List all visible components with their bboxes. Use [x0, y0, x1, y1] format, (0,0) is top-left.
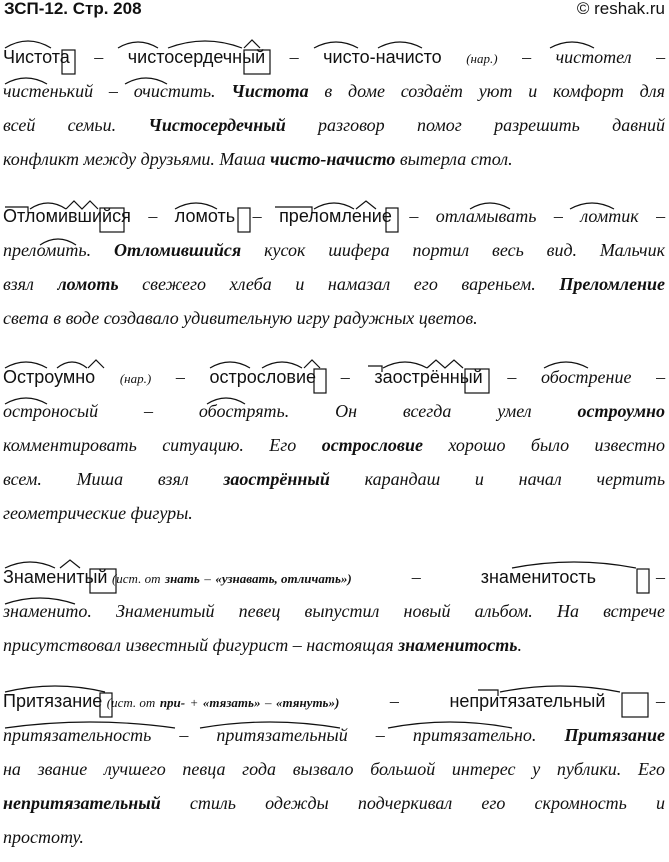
example-text: хорошо было известно — [448, 435, 666, 455]
example-text: Он всегда умел — [335, 401, 532, 421]
text-line — [3, 752, 665, 786]
etymology-note: (ист. от — [106, 695, 156, 710]
etymology-note: – — [264, 695, 272, 710]
dash: – — [553, 206, 563, 226]
dash: – — [411, 567, 421, 587]
copyright-label: © reshak.ru — [576, 0, 665, 18]
related-word: острословие — [209, 367, 317, 387]
root-word: Остроумно — [3, 367, 96, 387]
etymology-note: (ист. от — [111, 571, 161, 586]
root-word: Знаменитый — [3, 567, 108, 587]
dash: – — [655, 691, 665, 711]
note: (нар.) — [466, 51, 498, 66]
example-text: в доме создаёт уют и комфорт для — [324, 81, 666, 101]
dash: – — [340, 367, 350, 387]
dash: – — [148, 206, 158, 226]
example-keyword: острословие — [321, 435, 423, 455]
related-word: знаменито. — [3, 601, 92, 621]
word-chain-line — [3, 684, 665, 718]
text-line — [3, 496, 665, 530]
dash: – — [656, 367, 666, 387]
text-line — [3, 142, 665, 176]
word-chain-line — [3, 199, 665, 233]
text-line — [3, 394, 665, 428]
dash: – — [656, 206, 666, 226]
related-word: остроносый — [3, 401, 99, 421]
paragraph-lomat — [3, 199, 665, 335]
example-keyword: чисто-начисто — [270, 149, 396, 169]
paragraph-ostroumno — [3, 360, 665, 530]
etymology-keyword: «узнавать, отличать») — [215, 571, 352, 586]
related-word: преломление — [279, 206, 392, 226]
example-text: свежего хлеба и намазал его вареньем. — [142, 274, 536, 294]
dash: – — [108, 81, 118, 101]
example-text: Знаменитый певец выпустил новый альбом. На встрече — [116, 601, 665, 621]
word-chain-line — [3, 40, 665, 74]
related-word: ломоть — [174, 206, 236, 226]
related-word: чистенький — [3, 81, 94, 101]
root-word: Чистота — [3, 47, 70, 67]
text-line — [3, 428, 665, 462]
related-word: обострять. — [198, 401, 290, 421]
text-line — [3, 820, 665, 854]
example-text: всей семьи. — [3, 115, 117, 135]
related-word: непритязательный — [449, 691, 606, 711]
example-text: на звание лучшего певца года вызвало большой интерес у публики. Его — [3, 759, 665, 779]
dash: – — [94, 47, 104, 67]
example-text: света в воде создавало удивительную игру радужных цветов. — [3, 308, 478, 328]
example-text: комментировать ситуацию. Его — [3, 435, 297, 455]
example-text: разговор помог разрешить давний — [318, 115, 666, 135]
dash: – — [179, 725, 189, 745]
related-word: притязательный — [216, 725, 348, 745]
text-line — [3, 233, 665, 267]
example-keyword: Преломление — [559, 274, 666, 294]
example-text: геометрические фигуры. — [3, 503, 193, 523]
example-text: простоту. — [3, 827, 84, 847]
related-word: чисто-начисто — [323, 47, 442, 67]
example-keyword: заострённый — [223, 469, 330, 489]
related-word: преломить. — [3, 240, 92, 260]
related-word: чистосердечный — [127, 47, 266, 67]
text-line — [3, 718, 665, 752]
example-text: . — [517, 635, 522, 655]
example-keyword: Притязание — [564, 725, 666, 745]
text-line — [3, 108, 665, 142]
related-word: знаменитость — [480, 567, 596, 587]
note: (нар.) — [119, 371, 152, 386]
dash: – — [389, 691, 399, 711]
example-keyword: Чистосердечный — [148, 115, 286, 135]
word-chain-line — [3, 560, 665, 594]
dash: – — [252, 206, 262, 226]
root-word: Притязание — [3, 691, 103, 711]
dash: – — [289, 47, 299, 67]
dash: – — [522, 47, 532, 67]
text-line — [3, 594, 665, 628]
example-keyword: ломоть — [57, 274, 119, 294]
page-reference: ЗСП-12. Стр. 208 — [4, 0, 142, 18]
example-text: взял — [3, 274, 34, 294]
root-word: Отломившийся — [3, 206, 131, 226]
page-header — [0, 0, 669, 22]
example-text: всем. Миша взял — [3, 469, 189, 489]
word-chain-line — [3, 360, 665, 394]
related-word: притязательность — [3, 725, 152, 745]
etymology-keyword: «тязать» — [202, 695, 261, 710]
related-word: заострённый — [374, 367, 483, 387]
example-text: вытерла стол. — [399, 149, 513, 169]
example-keyword: непритязательный — [3, 793, 161, 813]
etymology-keyword: при- — [159, 695, 186, 710]
example-keyword: остроумно — [577, 401, 666, 421]
text-line — [3, 74, 665, 108]
example-text: присутствовал известный фигурист – настоящая — [3, 635, 394, 655]
related-word: обострение — [540, 367, 632, 387]
example-text: кусок шифера портил весь вид. Мальчик — [264, 240, 666, 260]
related-word: притязательно. — [412, 725, 537, 745]
etymology-keyword: знать — [165, 571, 200, 586]
example-keyword: знаменитость — [398, 635, 518, 655]
example-text: конфликт между друзьями. Маша — [3, 149, 266, 169]
paragraph-chistota — [3, 40, 665, 176]
dash: – — [409, 206, 419, 226]
paragraph-prityazanie — [3, 684, 665, 854]
etymology-note: + — [189, 695, 199, 710]
text-line — [3, 628, 665, 662]
dash: – — [656, 47, 666, 67]
etymology-note: – — [204, 571, 211, 586]
related-word: чистотел — [555, 47, 632, 67]
related-word: ломтик — [580, 206, 639, 226]
dash: – — [375, 725, 385, 745]
example-text: стиль одежды подчеркивал его скромность и — [189, 793, 666, 813]
text-line — [3, 267, 665, 301]
paragraph-znamenityj — [3, 560, 665, 662]
related-word: отламывать — [435, 206, 537, 226]
dash: – — [175, 367, 185, 387]
example-keyword: Чистота — [231, 81, 309, 101]
related-word: очистить. — [133, 81, 216, 101]
etymology-keyword: «тянуть») — [275, 695, 340, 710]
dash: – — [507, 367, 517, 387]
example-keyword: Отломившийся — [113, 240, 242, 260]
text-line — [3, 301, 665, 335]
dash: – — [656, 567, 665, 587]
example-text: карандаш и начал чертить — [364, 469, 666, 489]
text-line — [3, 462, 665, 496]
text-line — [3, 786, 665, 820]
dash: – — [143, 401, 153, 421]
